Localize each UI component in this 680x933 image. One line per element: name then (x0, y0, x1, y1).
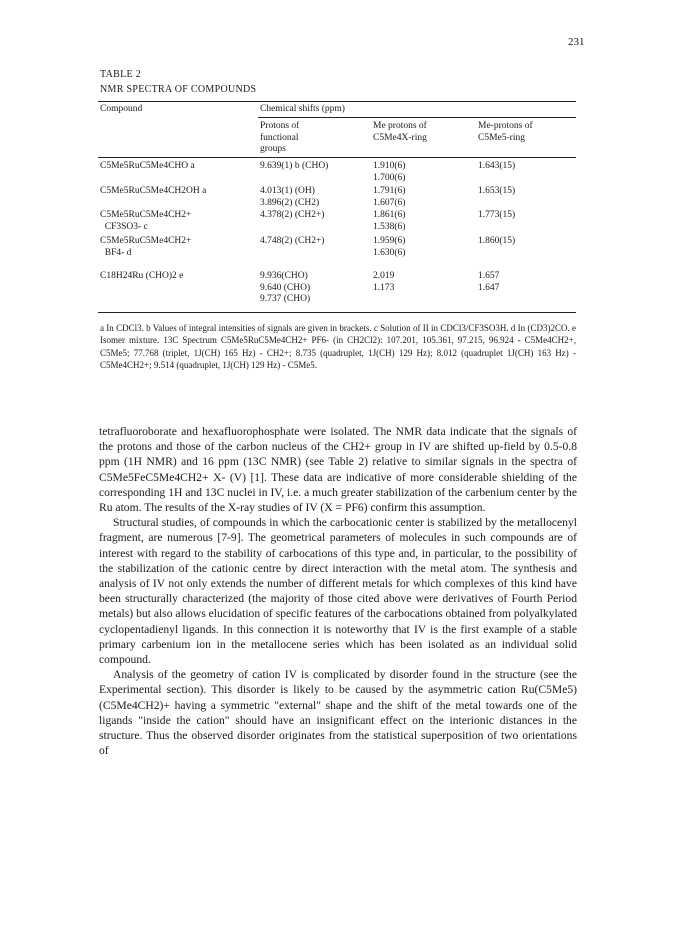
paragraph: tetrafluoroborate and hexafluorophosphate were isolated. The NMR data indicate that the signals of the protons and those of the carbon nucleus of the CH2+ group in IV are shifted up-field by 0.5-0.8 ppm (1H NMR) and 16 ppm (13C NMR) (see Table 2) relative to similar signals in the spectra of C5Me5FeC5Me4CH2+ X- (V) [1]. These data are indicative of more considerable shielding of the corresponding 1H and 13C nuclei in IV, i.e. a much greater stabilization of the carbenium center by the Ru atom. The results of the X-ray studies of IV (X = PF6) confirm this assumption. (99, 425, 577, 515)
table-cell-func: 9.639(1) b (CHO) (260, 161, 329, 171)
table-header-group: Chemical shifts (ppm) (260, 104, 345, 114)
table-header-col-me5: Me-protons of C5Me5-ring (478, 121, 533, 143)
paragraph: Structural studies, of compounds in which the carbocationic center is stabilized by the metallocenyl fragment, are numerous [7-9]. The geometrical parameters of molecules in such compounds are of interest with regard to the stability of carbocations of this type and, in particular, to the possibility of the stabilization of the cationic centre by direct interaction with the metal atom. The synthesis and analysis of IV not only extends the number of different metals for which complexes of this kind have been structurally characterized (the majority of those cited above were derivatives of Fourth Period metals) but also allows elucidation of specific features of the carbocations obtained from polyalkylated cyclopentadienyl ligands. In this connection it is noteworthy that IV is the first example of a stable primary carbenium ion in the metallocene series which has been isolated as an individual solid compound. (99, 516, 577, 667)
paragraph: Analysis of the geometry of cation IV is complicated by disorder found in the structure (see the Experimental section). This disorder is likely to be caused by the asymmetric cation Ru(C5Me5)(C5Me4CH2)+ having a symmetric "external" shape and the shift of the metal towards one of the ligands "inside the cation" should have an insignificant effect on the interionic distances in the structure. Thus the observed disorder originates from the statistical superposition of two orientations of (99, 668, 577, 758)
table-cell-compound: C5Me5RuC5Me4CH2+ CF3SO3- c (100, 210, 192, 232)
table-top-rule (98, 101, 576, 102)
table-cell-me4: 1.959(6) 1.630(6) (373, 236, 406, 258)
table-cell-me4: 1.791(6) 1.607(6) (373, 186, 406, 208)
table-header-col-me4: Me protons of C5Me4X-ring (373, 121, 427, 143)
table-cell-me5: 1.653(15) (478, 186, 516, 196)
table-cell-func: 4.378(2) (CH2+) (260, 210, 325, 220)
table-cell-me5: 1.860(15) (478, 236, 516, 246)
page-number: 231 (568, 36, 585, 48)
table-header-bottom-rule (98, 157, 576, 158)
table-cell-me5: 1.773(15) (478, 210, 516, 220)
table-cell-compound: C5Me5RuC5Me4CH2+ BF4- d (100, 236, 192, 258)
table-cell-me5: 1.657 1.647 (478, 271, 500, 293)
table-cell-func: 4.748(2) (CH2+) (260, 236, 325, 246)
table-cell-compound: C18H24Ru (CHO)2 e (100, 271, 184, 281)
table-footnote: a In CDCl3. b Values of integral intensities of signals are given in brackets. c Solution of II in CDCl3/CF3SO3H. d In (CD3)2CO. e Isomer mixture. 13C Spectrum C5Me5RuC5Me4CH2+ PF6- (in CH2Cl2): 107.201, 105.361, 97.215, 96.924 - C5Me4CH2+, C5Me5; 77.768 (triplet, 1J(CH) 165 Hz) - CH2+; 8.735 (quadruplet, 1J(CH) 129 Hz); 8.012 (quadruplet 1J(CH) 163 Hz) - C5Me4CH2+; 9.514 (quadruplet, 1J(CH) 129 Hz) - C5Me5. (100, 323, 576, 371)
body-text (99, 424, 577, 758)
table-header-subrule (258, 117, 576, 118)
table-cell-me4: 2.019 1.173 (373, 271, 395, 293)
table-cell-me4: 1.861(6) 1.538(6) (373, 210, 406, 232)
table-cell-func: 9.936(CHO) 9.640 (CHO) 9.737 (CHO) (260, 271, 311, 304)
table-header-compound: Compound (100, 104, 143, 114)
table-cell-me4: 1.910(6) 1.700(6) (373, 161, 406, 183)
table-header-col-func: Protons of functional groups (260, 121, 300, 154)
table-cell-me5: 1.643(15) (478, 161, 516, 171)
table-cell-compound: C5Me5RuC5Me4CH2OH a (100, 186, 207, 196)
table-label: TABLE 2 (100, 69, 142, 80)
table-cell-compound: C5Me5RuC5Me4CHO a (100, 161, 195, 171)
table-bottom-rule (98, 312, 576, 313)
table-title: NMR SPECTRA OF COMPOUNDS (100, 84, 257, 95)
table-cell-func: 4.013(1) (OH) 3.896(2) (CH2) (260, 186, 320, 208)
